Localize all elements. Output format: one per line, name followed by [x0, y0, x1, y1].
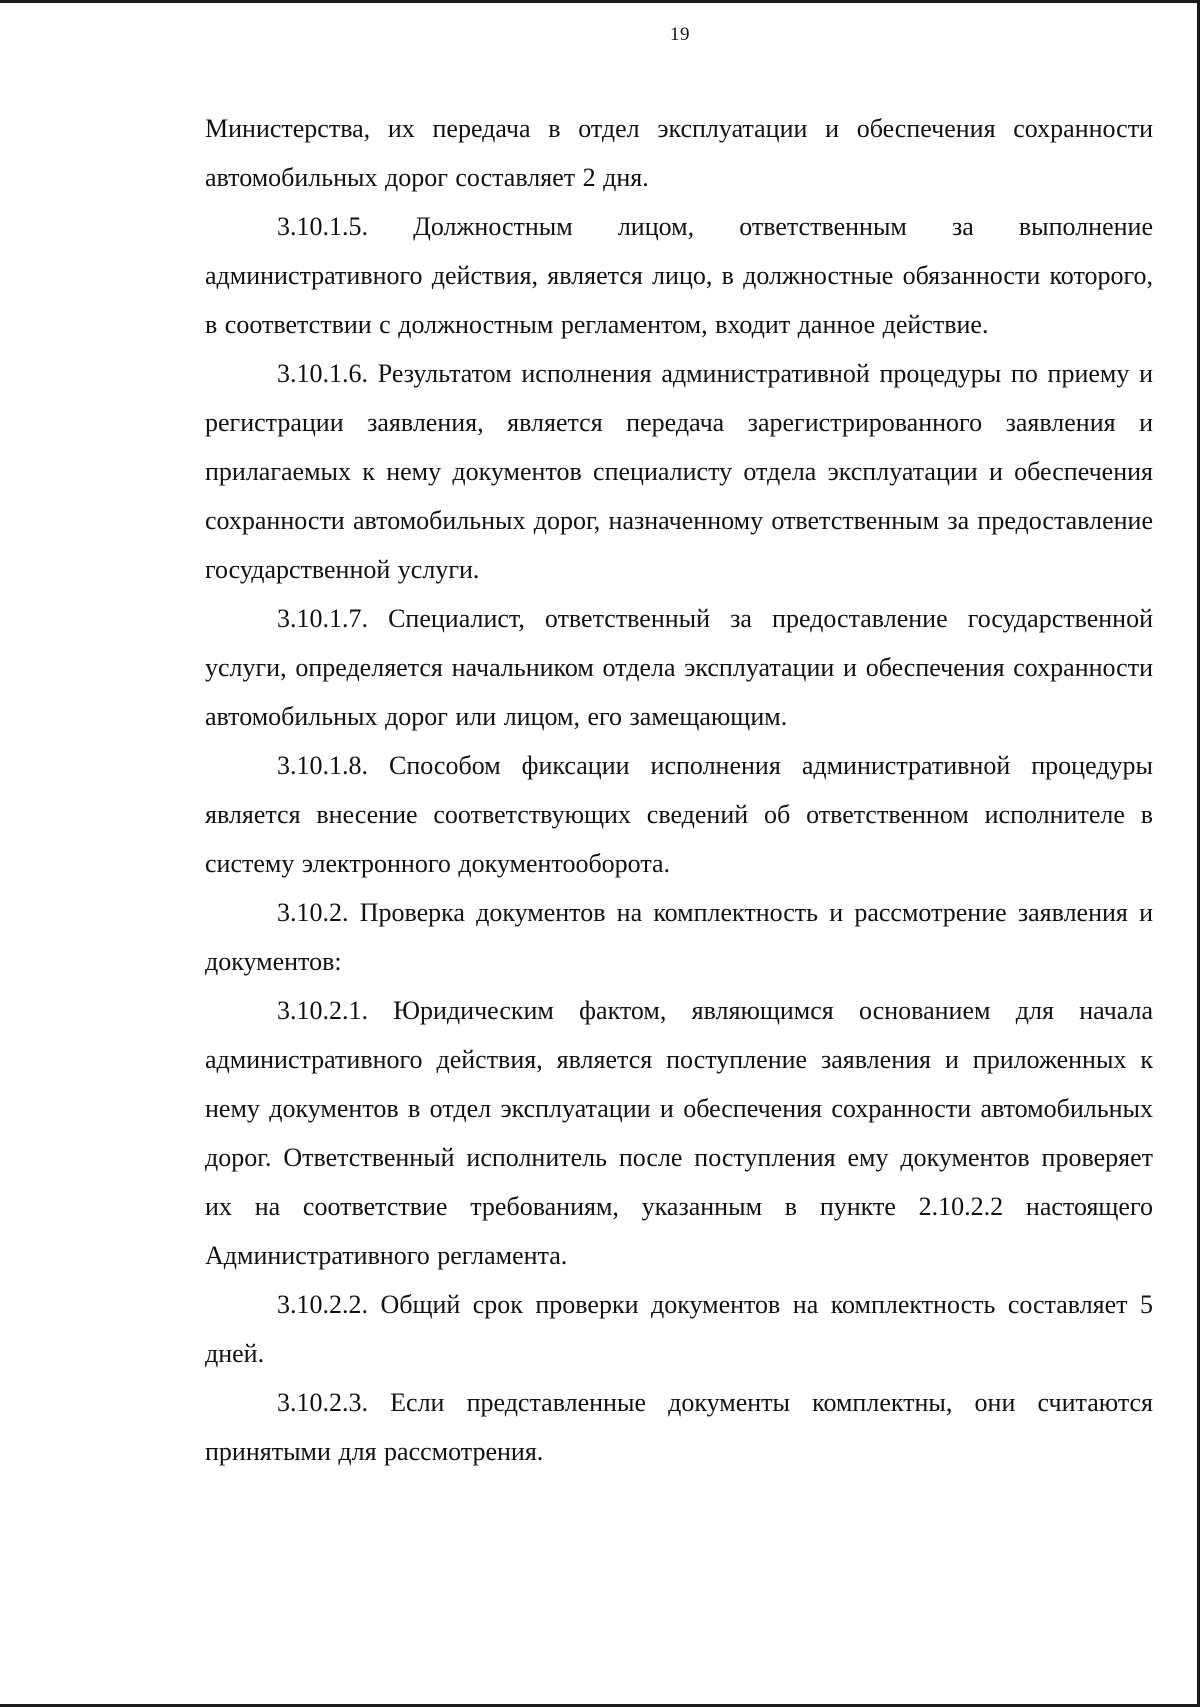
document-body: [205, 104, 1153, 1476]
paragraph-3-10-2-2: 3.10.2.2. Общий срок проверки документов на комплектность составляет 5 дней.: [205, 1290, 1153, 1368]
paragraph-3-10-1-6: 3.10.1.6. Результатом исполнения административной процедуры по приему и регистрации заявления, является передача зарегистрированного заявления и прилагаемых к нему документов специалисту отдела эксплуатации и обеспечения сохранности автомобильных дорог, назначенному ответственным за предоставление государственной услуги.: [205, 359, 1153, 584]
scan-edge-top: [0, 0, 1200, 3]
paragraph-3-10-2-1: 3.10.2.1. Юридическим фактом, являющимся основанием для начала административного действия, является поступление заявления и приложенных к нему документов в отдел эксплуатации и обеспечения сохранности автомобильных дорог. Ответственный исполнитель после поступления ему документов проверяет их на соответствие требованиям, указанным в пункте 2.10.2.2 настоящего Административного регламента.: [205, 996, 1153, 1270]
paragraph-3-10-1-8: 3.10.1.8. Способом фиксации исполнения административной процедуры является внесение соответствующих сведений об ответственном исполнителе в систему электронного документооборота.: [205, 751, 1153, 878]
paragraph-3-10-2-3: 3.10.2.3. Если представленные документы комплектны, они считаются принятыми для рассмотрения.: [205, 1388, 1153, 1466]
paragraph-continuation: Министерства, их передача в отдел эксплуатации и обеспечения сохранности автомобильных дорог составляет 2 дня.: [205, 114, 1153, 192]
paragraph-3-10-2: 3.10.2. Проверка документов на комплектность и рассмотрение заявления и документов:: [205, 898, 1153, 976]
paragraph-3-10-1-5: 3.10.1.5. Должностным лицом, ответственным за выполнение административного действия, является лицо, в должностные обязанности которого, в соответствии с должностным регламентом, входит данное действие.: [205, 212, 1153, 339]
page-number: 19: [670, 24, 690, 45]
paragraph-3-10-1-7: 3.10.1.7. Специалист, ответственный за предоставление государственной услуги, определяется начальником отдела эксплуатации и обеспечения сохранности автомобильных дорог или лицом, его замещающим.: [205, 604, 1153, 731]
